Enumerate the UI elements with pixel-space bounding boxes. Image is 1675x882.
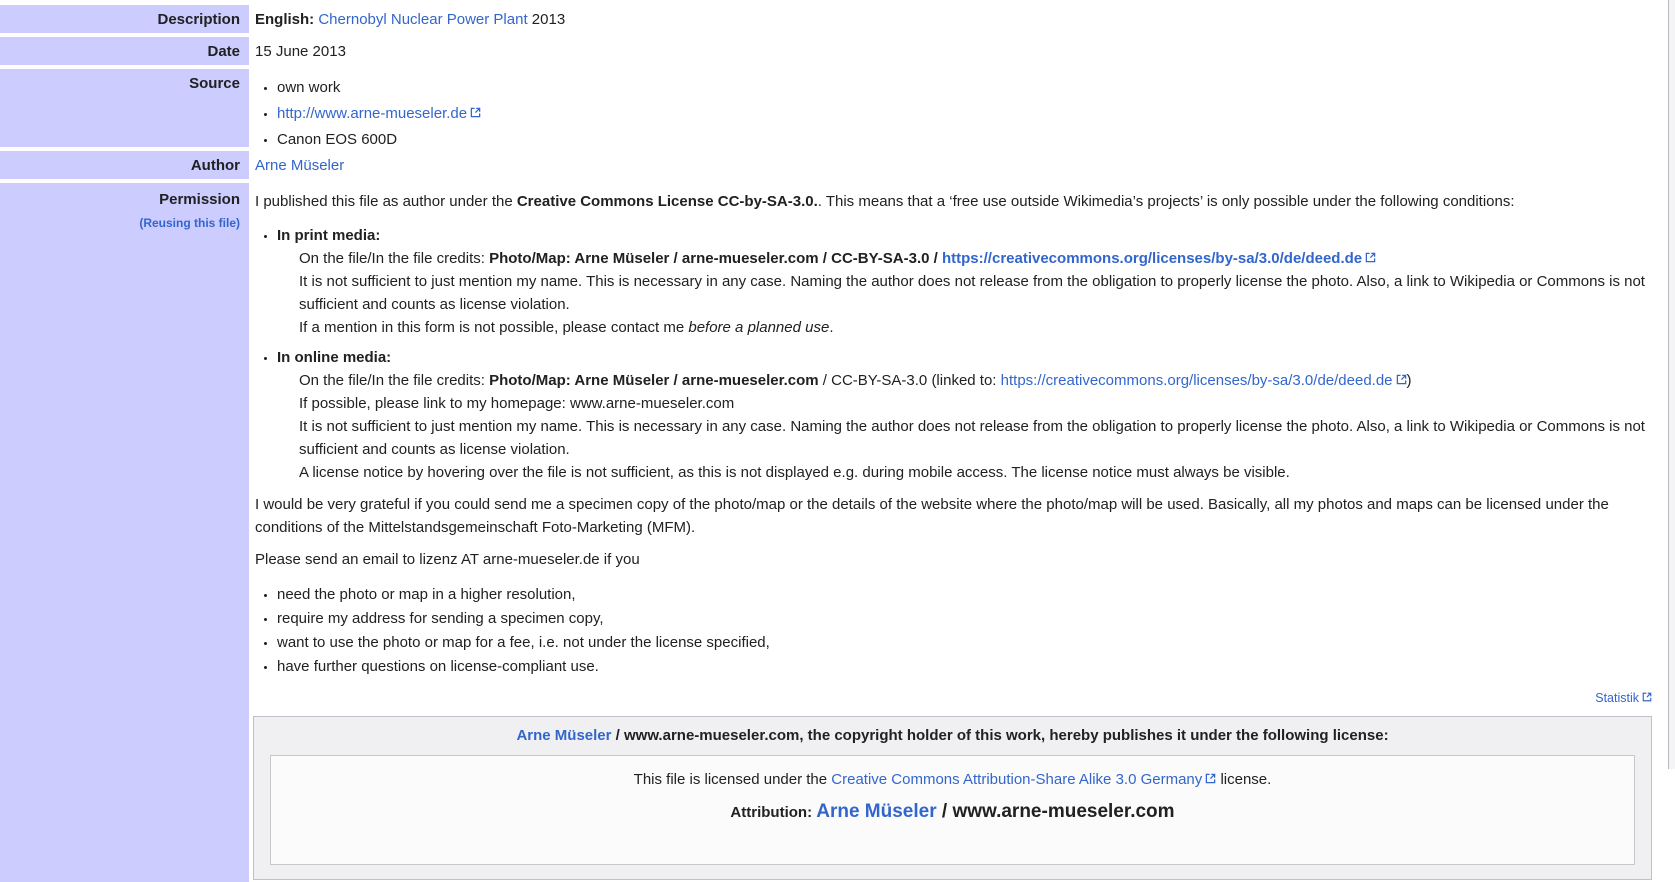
license-header-rest: / www.arne-mueseler.com, the copyright holder of this work, hereby publishes it under the following license: [611, 727, 1389, 744]
online-credit-prefix: On the file/In the file credits: [299, 372, 490, 389]
description-text [255, 8, 565, 31]
permission-label-cell [0, 183, 249, 882]
permission-intro [255, 190, 1652, 213]
author-label: Author [0, 151, 249, 179]
source-value [249, 69, 1668, 147]
permission-row [0, 183, 1668, 882]
source-item-website [277, 102, 1652, 125]
file-info-table [0, 5, 1668, 822]
scrollbar-track[interactable] [1668, 0, 1675, 769]
source-item-own-work: • own work [277, 76, 1652, 99]
description-row [0, 5, 1668, 33]
author-link[interactable]: Arne Müseler [255, 156, 345, 174]
statistik-link[interactable]: Statistik [1595, 691, 1639, 705]
source-label: Source [0, 69, 249, 147]
description-link[interactable]: Chernobyl Nuclear Power Plant [318, 10, 528, 28]
reusing-this-file-link[interactable]: (Reusing this file) [139, 216, 240, 230]
attribution-line [271, 800, 1634, 824]
source-row [0, 69, 1668, 147]
attribution-rest: / www.arne-mueseler.com [936, 801, 1175, 822]
external-link-icon [1365, 247, 1376, 270]
mention-italic: before a planned use [688, 319, 830, 336]
online-homepage-line: If possible, please link to my homepage: www.arne-mueseler.com [299, 395, 735, 412]
attribution-label: Attribution: [730, 804, 817, 821]
date-row [0, 37, 1668, 65]
online-cc-link[interactable]: https://creativecommons.org/licenses/by-sa/3.0/de/deed.de [1000, 372, 1393, 389]
print-mention-line [299, 316, 1652, 339]
description-label: Description [0, 5, 249, 33]
online-media-item [277, 346, 1652, 484]
mention-post: . [829, 319, 834, 336]
online-credit-mid: / CC-BY-SA-3.0 (linked to: [818, 372, 1001, 389]
statistik-line [255, 687, 1652, 710]
print-media-item [277, 224, 1652, 339]
source-website-link[interactable]: http://www.arne-mueseler.de [277, 105, 468, 122]
source-list [255, 76, 1652, 151]
date-value: 15 June 2013 [249, 37, 1668, 65]
intro-post: . This means that a ‘free use outside Wikimedia’s projects’ is only possible under the following conditions: [817, 193, 1515, 210]
online-hover-line: A license notice by hovering over the file is not sufficient, as this is not displayed e.g. during mobile access. The license notice must always be visible. [299, 464, 1290, 481]
license-post: license. [1216, 771, 1272, 788]
license-author-link[interactable]: Arne Müseler [516, 727, 612, 744]
description-value [249, 5, 1668, 33]
license-box [253, 716, 1652, 880]
print-credit-prefix: On the file/In the file credits: [299, 250, 490, 267]
email-reasons-list [255, 583, 1652, 678]
print-not-sufficient-line: It is not sufficient to just mention my name. This is necessary in any case. Naming the author does not release from the obligation to properly license the photo. Also, a link to Wikipedia or Commons is not sufficient and counts as license violation. [299, 273, 1645, 313]
attribution-author-link[interactable]: Arne Müseler [816, 801, 937, 822]
cc-by-sa-germany-link[interactable]: Creative Commons Attribution-Share Alike 3.0 Germany [831, 771, 1203, 788]
reason-fee: • want to use the photo or map for a fee, i.e. not under the license specified, [277, 631, 1652, 654]
author-row [0, 151, 1668, 179]
print-cc-link[interactable]: https://creativecommons.org/licenses/by-sa/3.0/de/deed.de [941, 250, 1363, 267]
online-credit-line [299, 369, 1652, 392]
intro-cc-license: Creative Commons License [516, 193, 714, 210]
license-pre: This file is licensed under the [633, 771, 832, 788]
online-credit-bold: Photo/Map: Arne Müseler / arne-mueseler.com [489, 372, 819, 389]
print-media-heading: In print media: [277, 227, 381, 244]
specimen-paragraph: I would be very grateful if you could send me a specimen copy of the photo/map or the details of the website where the photo/map will be used. Basically, all my photos and maps can be licensed under the conditions of the Mittelstandsgemeinschaft Foto-Marketing (MFM). [255, 496, 1609, 536]
source-item-camera: • Canon EOS 600D [277, 128, 1652, 151]
license-inner-box [270, 755, 1635, 865]
date-label: Date [0, 37, 249, 65]
external-link-icon [470, 102, 481, 125]
permission-value [249, 183, 1668, 882]
print-credit-line [299, 247, 1652, 270]
license-statement [271, 768, 1634, 791]
mention-pre: If a mention in this form is not possible, please contact me [299, 319, 689, 336]
author-value [249, 151, 1668, 179]
print-credit-bold: Photo/Map: Arne Müseler / arne-mueseler.com / CC-BY-SA-3.0 / [489, 250, 942, 267]
external-link-icon [1205, 768, 1216, 791]
online-credit-post: ) [1406, 372, 1412, 389]
reason-questions: • have further questions on license-compliant use. [277, 655, 1652, 678]
language-prefix: English: [255, 10, 315, 28]
online-not-sufficient-line: It is not sufficient to just mention my name. This is necessary in any case. Naming the author does not release from the obligation to properly license the photo. Also, a link to Wikipedia or Commons is not sufficient and counts as license violation. [299, 418, 1645, 458]
license-header [269, 724, 1636, 747]
intro-pre: I published this file as author under the [255, 193, 517, 210]
online-media-heading: In online media: [277, 349, 392, 366]
external-link-icon [1642, 687, 1652, 710]
external-link-icon [1396, 369, 1407, 392]
description-suffix: 2013 [527, 10, 566, 28]
reason-resolution: • need the photo or map in a higher resolution, [277, 583, 1652, 606]
permission-label: Permission [159, 191, 240, 208]
email-paragraph: Please send an email to lizenz AT arne-mueseler.de if you [255, 551, 640, 568]
media-conditions-list [255, 224, 1652, 484]
reason-address: • require my address for sending a specimen copy, [277, 607, 1652, 630]
intro-cc-by-sa: CC-by-SA-3.0. [717, 193, 818, 210]
